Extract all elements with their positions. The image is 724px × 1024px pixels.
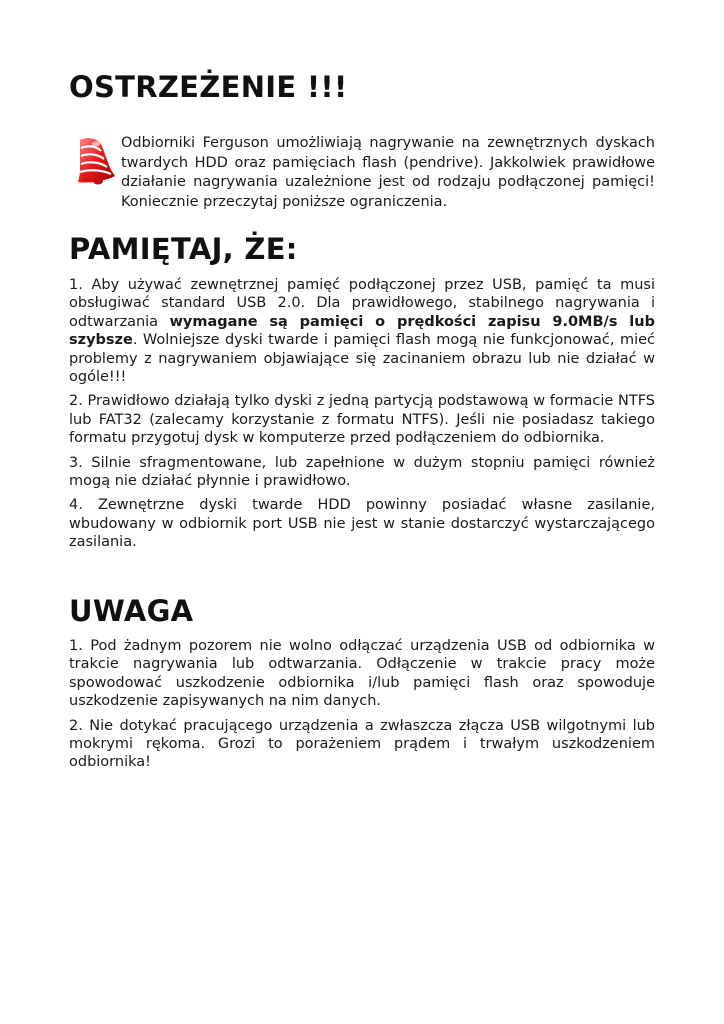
remember-item-1-text-b: . Wolniejsze dyski twarde i pamięci flash mogą nie funkcjonować, mieć problemy z nagrywaniem objawiające się zacinaniem obrazu lub nie działać w ogóle!!! <box>69 332 655 386</box>
attention-item-1: 1. Pod żadnym pozorem nie wolno odłączać urządzenia USB od odbiornika w trakcie nagrywania lub odtwarzania. Odłączenie w trakcie pracy może spowodować uszkodzenie odbiornika i/lub pamięci flash oraz spowoduje uszkodzenie zapisywanych na nim danych. <box>69 638 655 710</box>
attention-item-2: 2. Nie dotykać pracującego urządzenia a zwłaszcza złącza USB wilgotnymi lub mokrymi rękoma. Grozi to porażeniem prądem i trwałym uszkodzeniem odbiornika! <box>69 717 655 771</box>
remember-item-1 <box>69 276 655 386</box>
alarm-bell-icon <box>70 134 116 186</box>
attention-heading: UWAGA <box>69 594 194 628</box>
remember-item-4: 4. Zewnętrzne dyski twarde HDD powinny posiadać własne zasilanie, wbudowany w odbiornik port USB nie jest w stanie dostarczyć wystarczającego zasilania. <box>69 497 655 551</box>
remember-heading: PAMIĘTAJ, ŻE: <box>69 232 298 266</box>
remember-item-2: 2. Prawidłowo działają tylko dyski z jedną partycją podstawową w formacie NTFS lub FAT32 (zalecamy korzystanie z formatu NTFS). Jeśli nie posiadasz takiego formatu przygotuj dysk w komputerze przed podłączeniem do odbiornika. <box>69 393 655 447</box>
remember-section <box>69 276 655 558</box>
warning-intro-text: Odbiorniki Ferguson umożliwiają nagrywanie na zewnętrznych dyskach twardych HDD oraz pamięciach flash (pendrive). Jakkolwiek prawidłowe działanie nagrywania uzależnione jest od rodzaju podłączonej pamięci! Koniecznie przeczytaj poniższe ograniczenia. <box>121 135 655 210</box>
remember-item-3: 3. Silnie sfragmentowane, lub zapełnione w dużym stopniu pamięci również mogą nie działać płynnie i prawidłowo. <box>69 454 655 490</box>
warning-heading: OSTRZEŻENIE !!! <box>69 70 348 104</box>
remember-item-1-text-a: 1. Aby używać zewnętrznej pamięć podłączonej przez USB, pamięć ta musi obsługiwać standard USB 2.0. Dla prawidłowego, stabilnego nagrywania i odtwarzania <box>69 277 655 330</box>
attention-section <box>69 637 655 778</box>
remember-item-1-bold: wymagane są pamięci o prędkości zapisu 9.0MB/s lub szybsze <box>69 313 655 349</box>
